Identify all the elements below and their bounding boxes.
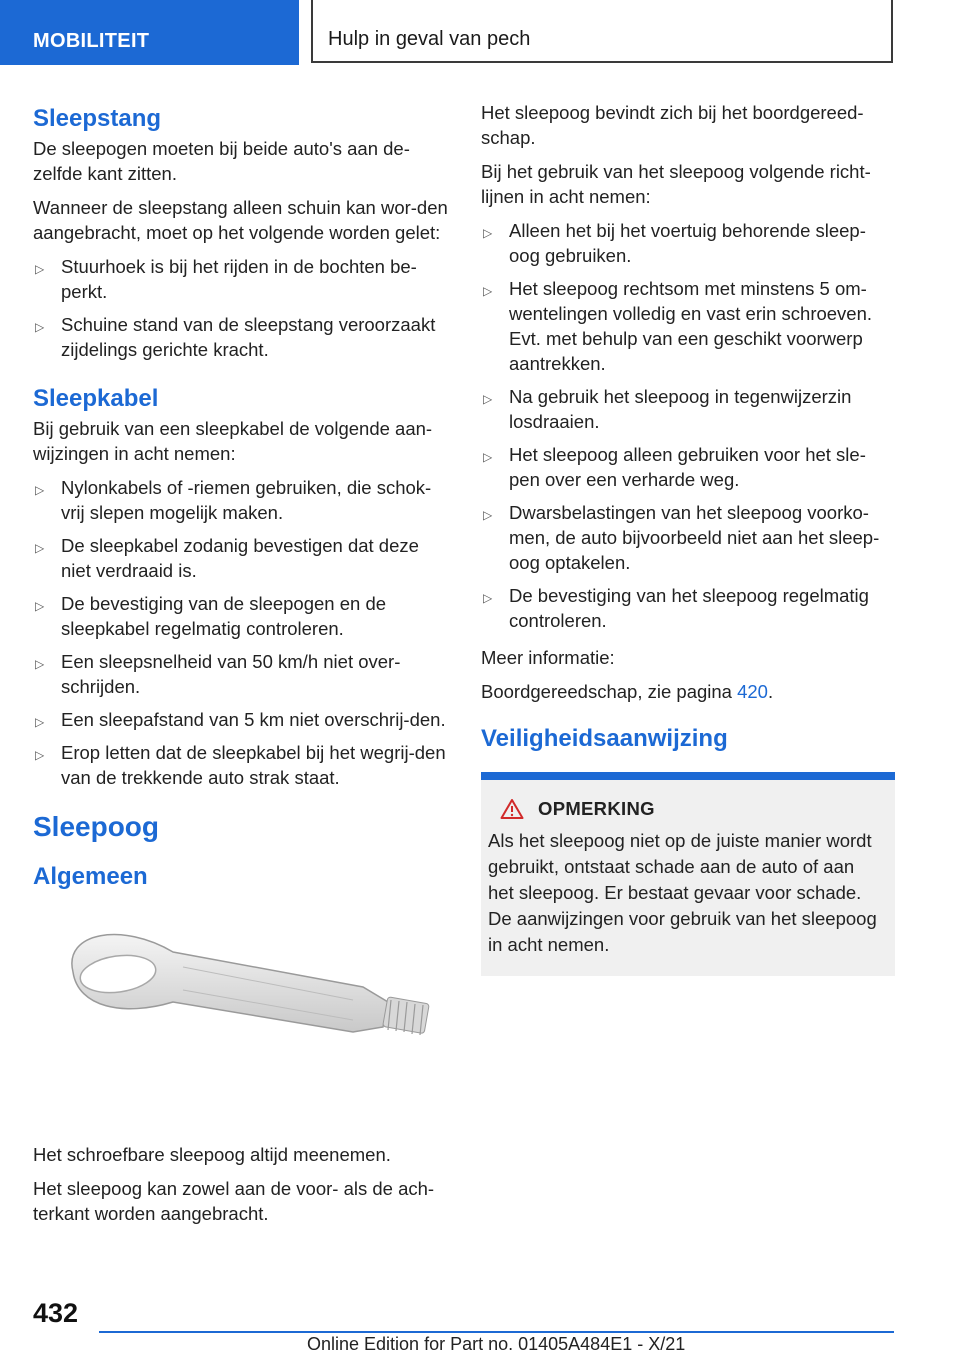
triangle-bullet-icon: ▷: [483, 284, 493, 298]
list-item: ▷ Na gebruik het sleepoog in tegenwijzerzin losdraaien.: [483, 386, 852, 432]
paragraph: Wanneer de sleepstang alleen schuin kan wor-den aangebracht, moet op het volgende worden gelet:: [33, 197, 448, 243]
list-item: ▷ Schuine stand van de sleepstang veroorzaakt zijdelings gerichte kracht.: [35, 314, 436, 360]
triangle-bullet-icon: ▷: [35, 262, 45, 276]
tow-eye-image: [33, 892, 448, 1132]
list-sleepoog: [481, 218, 895, 633]
list-sleepstang: [33, 254, 448, 362]
footer-divider: [99, 1331, 894, 1333]
notice-text: Als het sleepoog niet op de juiste manier wordt gebruikt, ontstaat schade aan de auto of aan het sleepoog. Er bestaat gevaar voor schade. De aanwijzingen voor gebruik van het sleepoog in acht nemen.: [488, 830, 877, 955]
heading-sleepoog: Sleepoog: [33, 811, 160, 842]
triangle-bullet-icon: ▷: [35, 320, 45, 334]
list-item: ▷ Het sleepoog alleen gebruiken voor het sle-pen over een verharde weg.: [483, 444, 866, 490]
triangle-bullet-icon: ▷: [35, 599, 45, 613]
list-item: ▷ Stuurhoek is bij het rijden in de bochten be-perkt.: [35, 256, 417, 302]
paragraph: Het sleepoog kan zowel aan de voor- als de ach-terkant worden aangebracht.: [33, 1178, 435, 1224]
section-label: MOBILITEIT: [33, 30, 150, 52]
triangle-bullet-icon: ▷: [483, 392, 493, 406]
more-info-label: Meer informatie:: [481, 647, 615, 668]
triangle-bullet-icon: ▷: [483, 226, 493, 240]
heading-veiligheid: Veiligheidsaanwijzing: [481, 725, 728, 752]
triangle-bullet-icon: ▷: [35, 657, 45, 671]
heading-sleepkabel: Sleepkabel: [33, 385, 159, 412]
list-item: ▷ Een sleepsnelheid van 50 km/h niet over-schrijden.: [35, 651, 401, 697]
warning-icon: [500, 798, 524, 820]
list-item: ▷ Dwarsbelastingen van het sleepoog voorko-men, de auto bijvoorbeeld niet aan het sleep-oog optakelen.: [483, 502, 880, 573]
heading-sleepstang: Sleepstang: [33, 105, 162, 132]
list-item: ▷ Alleen het bij het voertuig behorende sleep-oog gebruiken.: [483, 220, 866, 266]
triangle-bullet-icon: ▷: [483, 591, 493, 605]
triangle-bullet-icon: ▷: [35, 715, 45, 729]
tow-eye-illustration: [33, 892, 448, 1132]
section-tab[interactable]: [0, 0, 299, 65]
triangle-bullet-icon: ▷: [35, 483, 45, 497]
notice-title: OPMERKING: [538, 798, 655, 819]
list-item: ▷ Het sleepoog rechtsom met minstens 5 om-wentelingen volledig en vast erin schroeven. Evt. met behulp van een geschikt voorwerp aantrekken.: [483, 278, 873, 374]
left-column: [33, 100, 448, 1235]
triangle-bullet-icon: ▷: [35, 748, 45, 762]
list-item: ▷ De sleepkabel zodanig bevestigen dat deze niet verdraaid is.: [35, 535, 419, 581]
right-column: [481, 100, 895, 976]
list-item: ▷ De bevestiging van de sleepogen en de sleepkabel regelmatig controleren.: [35, 593, 387, 639]
paragraph: Het schroefbare sleepoog altijd meenemen.: [33, 1144, 391, 1165]
heading-algemeen: Algemeen: [33, 863, 148, 890]
paragraph: Het sleepoog bevindt zich bij het boordgereed-schap.: [481, 102, 864, 148]
paragraph: Bij gebruik van een sleepkabel de volgende aan-wijzingen in acht nemen:: [33, 418, 433, 464]
list-item: ▷ Een sleepafstand van 5 km niet overschrij-den.: [33, 707, 448, 732]
notice-box: [481, 772, 895, 976]
list-item: ▷ Erop letten dat de sleepkabel bij het wegrij-den van de trekkende auto strak staat.: [35, 742, 446, 788]
footer-edition: Online Edition for Part no. 01405A484E1 - X/21: [307, 1334, 686, 1354]
triangle-bullet-icon: ▷: [483, 450, 493, 464]
notice-header: [500, 798, 885, 820]
triangle-bullet-icon: ▷: [35, 541, 45, 555]
paragraph: Bij het gebruik van het sleepoog volgende richt-lijnen in acht nemen:: [481, 161, 871, 207]
page-number: 432: [33, 1298, 79, 1328]
list-item: ▷ Nylonkabels of -riemen gebruiken, die schok-vrij slepen mogelijk maken.: [35, 477, 432, 523]
list-sleepkabel: [33, 475, 448, 790]
chapter-title: Hulp in geval van pech: [328, 28, 531, 50]
page-link[interactable]: 420: [737, 681, 768, 702]
chapter-box: [311, 0, 893, 63]
list-item: ▷ De bevestiging van het sleepoog regelmatig controleren.: [483, 585, 869, 631]
cross-reference: Boordgereedschap, zie pagina 420.: [481, 681, 774, 702]
triangle-bullet-icon: ▷: [483, 508, 493, 522]
paragraph: De sleepogen moeten bij beide auto's aan de-zelfde kant zitten.: [33, 138, 410, 184]
